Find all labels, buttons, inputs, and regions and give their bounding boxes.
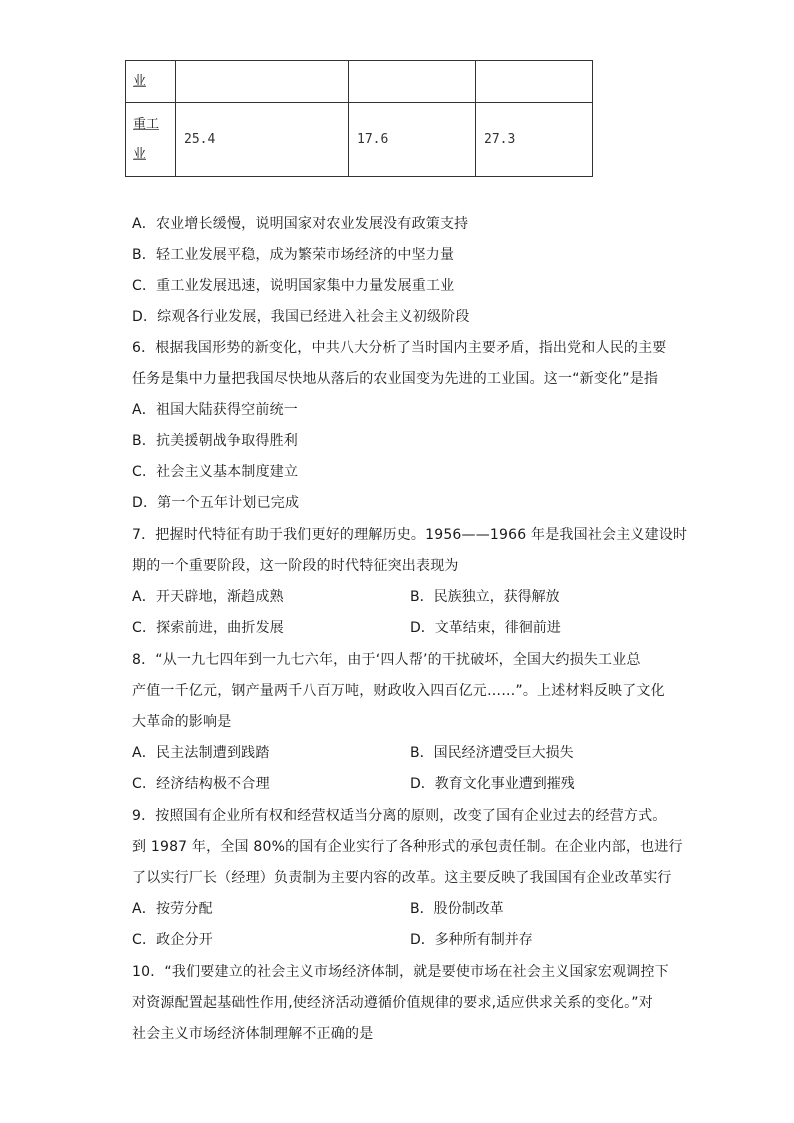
q7-option-b[interactable]: B．民族独立，获得解放 (410, 589, 560, 605)
q6-option-b[interactable]: B．抗美援朝战争取得胜利 (132, 433, 299, 449)
q10-stem-line-1: 10．“我们要建立的社会主义市场经济体制，就是要使市场在社会主义国家宏观调控下 (132, 964, 669, 980)
table-cell (176, 61, 349, 103)
q10-stem-line-2: 对资源配置起基础性作用,使经济活动遵循价值规律的要求,适应供求关系的变化。”对 (132, 995, 653, 1011)
q7-stem-line-2: 期的一个重要阶段，这一阶段的时代特征突出表现为 (132, 558, 459, 574)
q6-stem-line-1: 6．根据我国形势的新变化，中共八大分析了当时国内主要矛盾，指出党和人民的主要 (132, 340, 667, 356)
table-row (126, 61, 593, 103)
q9-stem-line-3: 了以实行厂长（经理）负责制为主要内容的改革。这主要反映了我国国有企业改革实行 (132, 870, 672, 886)
q5-option-a[interactable]: A．农业增长缓慢，说明国家对农业发展没有政策支持 (132, 216, 469, 232)
q9-stem-line-2: 到 1987 年，全国 80%的国有企业实行了各种形式的承包责任制。在企业内部，也进行 (132, 839, 683, 855)
q6-option-d[interactable]: D．第一个五年计划已完成 (132, 495, 300, 511)
q8-option-d[interactable]: D．教育文化事业遭到摧残 (410, 776, 575, 792)
industry-growth-table (125, 60, 593, 177)
table-cell-value: 27.3 (476, 103, 593, 177)
q9-option-c[interactable]: C．政企分开 (132, 932, 213, 948)
q7-stem-line-1: 7．把握时代特征有助于我们更好的理解历史。1956——1966 年是我国社会主义建设时 (132, 527, 688, 543)
q8-option-b[interactable]: B．国民经济遭受巨大损失 (410, 745, 574, 761)
q9-option-a[interactable]: A．按劳分配 (132, 901, 213, 917)
table-row (126, 103, 593, 177)
table-cell-value: 25.4 (176, 103, 349, 177)
q7-option-c[interactable]: C．探索前进，曲折发展 (132, 620, 284, 636)
table-cell-value: 17.6 (349, 103, 476, 177)
q7-option-a[interactable]: A．开天辟地，渐趋成熟 (132, 589, 284, 605)
table-row-label-heavy-industry: 重工 业 (126, 103, 176, 177)
q8-stem-line-3: 大革命的影响是 (132, 714, 232, 730)
q5-option-d[interactable]: D．综观各行业发展，我国已经进入社会主义初级阶段 (132, 309, 470, 325)
q8-stem-line-2: 产值一千亿元，钢产量两千八百万吨，财政收入四百亿元……”。上述材料反映了文化 (132, 683, 665, 699)
q6-option-a[interactable]: A．祖国大陆获得空前统一 (132, 402, 298, 418)
table-cell (349, 61, 476, 103)
q5-option-c[interactable]: C．重工业发展迅速，说明国家集中力量发展重工业 (132, 278, 455, 294)
table-row-label: 业 (126, 61, 176, 103)
q10-stem-line-3: 社会主义市场经济体制理解不正确的是 (132, 1026, 374, 1042)
q6-stem-line-2: 任务是集中力量把我国尽快地从落后的农业国变为先进的工业国。这一“新变化”是指 (132, 371, 659, 387)
q8-option-c[interactable]: C．经济结构极不合理 (132, 776, 270, 792)
q8-stem-line-1: 8．“从一九七四年到一九七六年，由于‘四人帮’的干扰破坏，全国大约损失工业总 (132, 652, 641, 668)
table-cell (476, 61, 593, 103)
q9-option-b[interactable]: B．股份制改革 (410, 901, 504, 917)
q9-stem-line-1: 9．按照国有企业所有权和经营权适当分离的原则，改变了国有企业过去的经营方式。 (132, 808, 667, 824)
q8-option-a[interactable]: A．民主法制遭到践踏 (132, 745, 270, 761)
q5-option-b[interactable]: B．轻工业发展平稳，成为繁荣市场经济的中坚力量 (132, 247, 455, 263)
q7-option-d[interactable]: D．文革结束，徘徊前进 (410, 620, 561, 636)
q6-option-c[interactable]: C．社会主义基本制度建立 (132, 464, 299, 480)
q9-option-d[interactable]: D．多种所有制并存 (410, 932, 533, 948)
